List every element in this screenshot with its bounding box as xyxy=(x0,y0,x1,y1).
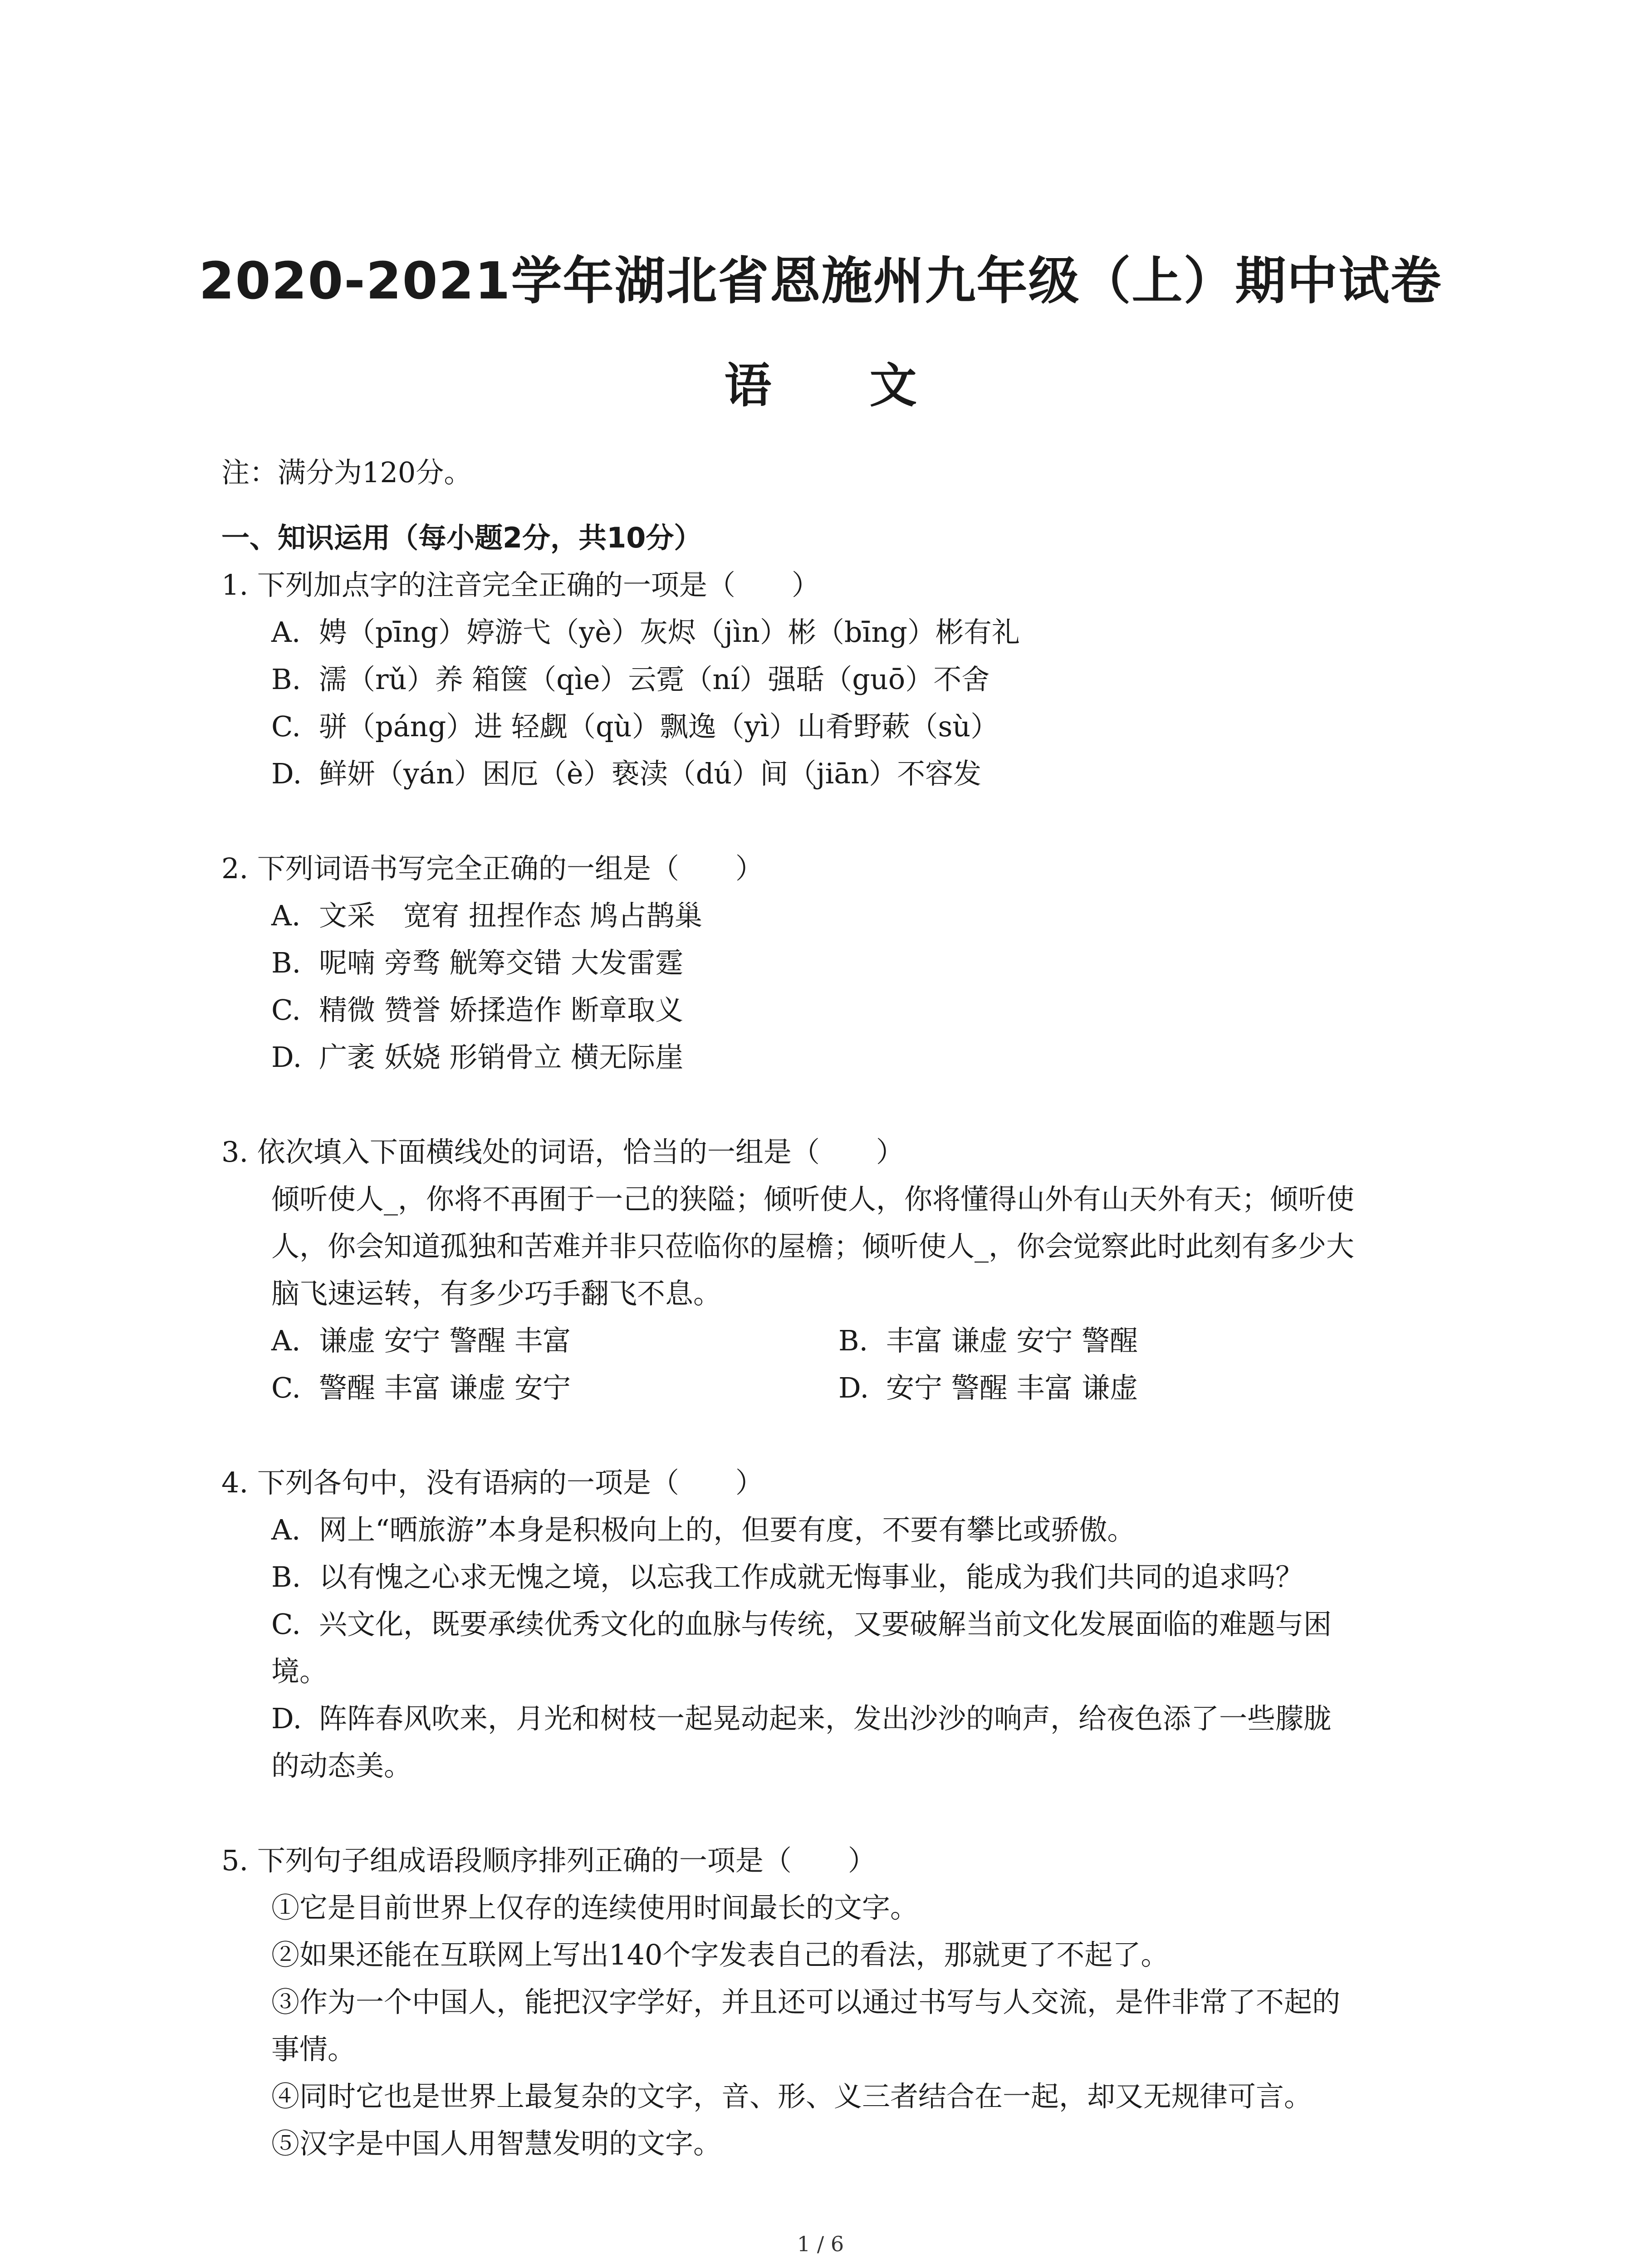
option-text: 呢喃 旁骛 觥筹交错 大发雷霆 xyxy=(319,946,684,979)
option-label: C. xyxy=(271,1371,301,1404)
option-text: 文采 宽宥 扭捏作态 鸠占鹊巢 xyxy=(319,899,703,932)
option-label: B. xyxy=(271,1560,301,1593)
sentence-item: ②如果还能在互联网上写出140个字发表自己的看法，那就更了不起了。 xyxy=(271,1938,1169,1971)
option-text: 精微 赞誉 娇揉造作 断章取义 xyxy=(319,993,684,1026)
option-c xyxy=(271,703,1460,750)
option-text: 阵阵春风吹来，月光和树枝一起晃动起来，发出沙沙的响声，给夜色添了一些朦胧 xyxy=(319,1702,1332,1735)
subject-title: 语 文 xyxy=(724,358,958,413)
option-label: D. xyxy=(271,757,302,790)
option-label: A. xyxy=(271,1513,301,1546)
option-a xyxy=(271,609,1460,656)
option-d xyxy=(271,750,1460,797)
option-label: B. xyxy=(271,946,301,979)
question-1 xyxy=(221,562,1460,797)
option-d xyxy=(271,1695,1460,1742)
question-stem: 2. 下列词语书写完全正确的一组是（ ） xyxy=(221,852,764,885)
option-d xyxy=(271,1034,1460,1081)
option-text: 广袤 妖娆 形销骨立 横无际崖 xyxy=(319,1041,684,1074)
option-text: 以有愧之心求无愧之境，以忘我工作成就无悔事业，能成为我们共同的追求吗？ xyxy=(319,1560,1304,1593)
option-text: 鲜妍（yán）困厄（è）亵渎（dú）间（jiān）不容发 xyxy=(319,757,982,790)
option-label: D. xyxy=(838,1371,869,1404)
question-2 xyxy=(221,845,1460,1081)
passage-line: 倾听使人_，你将不再囿于一己的狭隘；倾听使人，你将懂得山外有山天外有天；倾听使 xyxy=(271,1183,1355,1216)
score-note: 注：满分为120分。 xyxy=(221,456,472,489)
section-heading: 一、知识运用（每小题2分，共10分） xyxy=(221,521,702,554)
option-text: 谦虚 安宁 警醒 丰富 xyxy=(319,1324,571,1357)
passage-line: 脑飞速运转，有多少巧手翻飞不息。 xyxy=(271,1277,722,1310)
option-continuation: 的动态美。 xyxy=(271,1749,412,1782)
option-c xyxy=(271,1364,838,1412)
option-a xyxy=(271,892,1460,939)
option-label: A. xyxy=(271,616,301,649)
exam-content xyxy=(221,449,1460,2215)
question-stem: 4. 下列各句中，没有语病的一项是（ ） xyxy=(221,1466,764,1499)
option-b xyxy=(271,656,1460,703)
sentence-item: ③作为一个中国人，能把汉字学好，并且还可以通过书写与人交流，是件非常了不起的 xyxy=(271,1985,1341,2019)
option-label: C. xyxy=(271,993,301,1026)
sentence-item: ④同时它也是世界上最复杂的文字，音、形、义三者结合在一起，却又无规律可言。 xyxy=(271,2080,1313,2113)
option-label: C. xyxy=(271,1608,301,1641)
option-c xyxy=(271,1601,1460,1648)
option-text: 濡（rǔ）养 箱箧（qìe）云霓（ní）强聒（guō）不舍 xyxy=(319,663,990,696)
option-label: B. xyxy=(838,1324,868,1357)
option-b xyxy=(838,1317,1406,1364)
option-label: A. xyxy=(271,1324,301,1357)
page-number: 1 / 6 xyxy=(797,2232,844,2256)
option-c xyxy=(271,987,1460,1034)
option-label: D. xyxy=(271,1041,302,1074)
option-label: D. xyxy=(271,1702,302,1735)
sentence-item: 事情。 xyxy=(271,2033,356,2066)
question-3 xyxy=(221,1129,1460,1412)
exam-title: 2020-2021学年湖北省恩施州九年级（上）期中试卷 xyxy=(199,252,1442,311)
option-continuation: 境。 xyxy=(271,1655,328,1688)
sentence-item: ⑤汉字是中国人用智慧发明的文字。 xyxy=(271,2127,722,2160)
option-grid xyxy=(271,1317,1460,1412)
option-b xyxy=(271,939,1460,987)
option-text: 兴文化，既要承续优秀文化的血脉与传统，又要破解当前文化发展面临的难题与困 xyxy=(319,1608,1332,1641)
question-stem: 1. 下列加点字的注音完全正确的一项是（ ） xyxy=(221,568,820,601)
question-4 xyxy=(221,1459,1460,1789)
option-text: 警醒 丰富 谦虚 安宁 xyxy=(319,1371,571,1404)
option-text: 网上“晒旅游”本身是积极向上的，但要有度，不要有攀比或骄傲。 xyxy=(319,1513,1136,1546)
question-stem: 5. 下列句子组成语段顺序排列正确的一项是（ ） xyxy=(221,1844,876,1877)
option-label: C. xyxy=(271,710,301,743)
sentence-item: ①它是目前世界上仅存的连续使用时间最长的文字。 xyxy=(271,1891,919,1924)
question-stem: 3. 依次填入下面横线处的词语，恰当的一组是（ ） xyxy=(221,1135,904,1168)
option-text: 骈（páng）进 轻觑（qù）飘逸（yì）山肴野蔌（sù） xyxy=(319,710,999,743)
question-5 xyxy=(221,1837,1460,2167)
option-b xyxy=(271,1554,1460,1601)
option-label: B. xyxy=(271,663,301,696)
option-text: 安宁 警醒 丰富 谦虚 xyxy=(886,1371,1138,1404)
passage-line: 人，你会知道孤独和苦难并非只莅临你的屋檐；倾听使人_，你会觉察此时此刻有多少大 xyxy=(271,1230,1355,1263)
option-d xyxy=(838,1364,1406,1412)
option-a xyxy=(271,1506,1460,1554)
option-a xyxy=(271,1317,838,1364)
option-label: A. xyxy=(271,899,301,932)
option-text: 娉（pīng）婷游弋（yè）灰烬（jìn）彬（bīng）彬有礼 xyxy=(319,616,1020,649)
option-text: 丰富 谦虚 安宁 警醒 xyxy=(886,1324,1138,1357)
